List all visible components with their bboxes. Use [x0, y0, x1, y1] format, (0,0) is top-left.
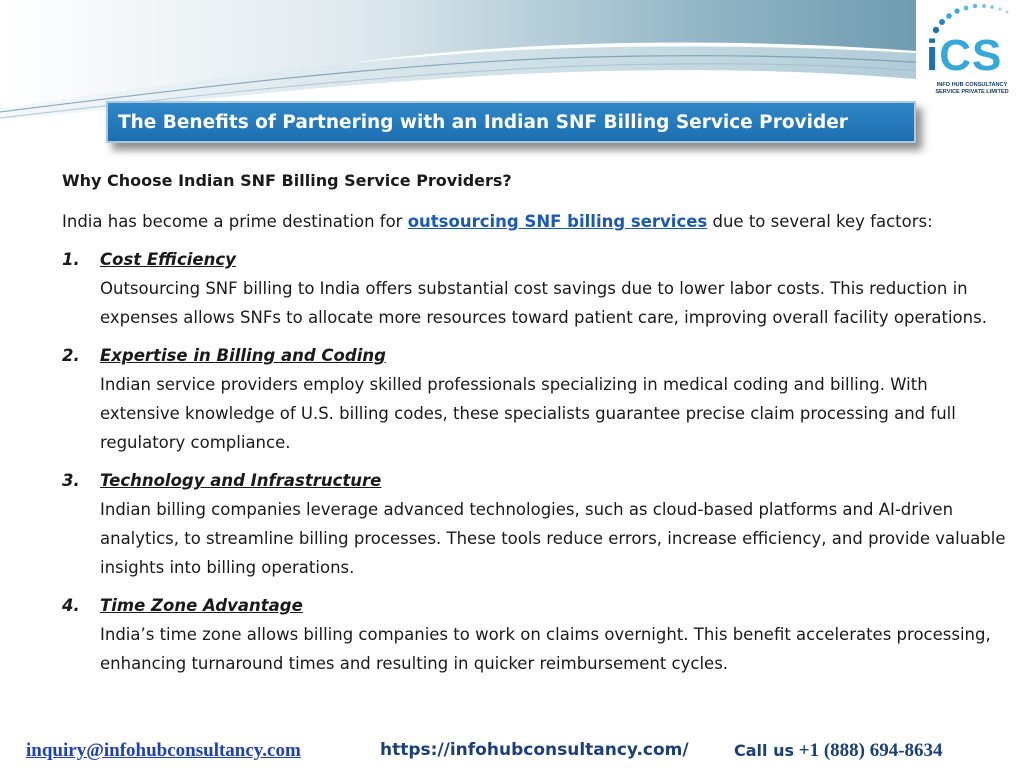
list-item — [62, 466, 1012, 582]
footer-phone-number[interactable]: +1 (888) 694-8634 — [798, 740, 943, 761]
item-body: Outsourcing SNF billing to India offers substantial cost savings due to lower labor costs. This reduction in expenses allows SNFs to allocate more resources toward patient care, improving overall facility operations. — [100, 279, 987, 327]
item-title: Expertise in Billing and Coding — [100, 346, 386, 365]
logo-subtitle — [922, 82, 1022, 96]
footer-website-link[interactable]: https://infohubconsultancy.com/ — [380, 740, 689, 760]
logo-subtitle-line2: SERVICE PRIVATE LIMITED — [935, 89, 1009, 95]
item-number: 3. — [62, 471, 80, 490]
intro-text-after: due to several key factors: — [707, 212, 933, 231]
logo-subtitle-line1: INFO HUB CONSULTANCY — [936, 82, 1008, 88]
footer-email-link[interactable]: inquiry@infohubconsultancy.com — [26, 740, 301, 761]
logo-letter-i: i — [926, 31, 940, 80]
item-body: Indian billing companies leverage advanced technologies, such as cloud-based platforms and AI-driven analytics, to streamline billing processes. These tools reduce errors, increase efficiency, and provide valuable insights into billing operations. — [100, 500, 1006, 577]
intro-paragraph — [62, 207, 1012, 236]
item-title: Time Zone Advantage — [100, 596, 303, 615]
item-body: India’s time zone allows billing companies to work on claims overnight. This benefit accelerates processing, enhancing turnaround times and resulting in quicker reimbursement cycles. — [100, 625, 991, 673]
footer-phone — [734, 740, 943, 762]
item-number: 2. — [62, 346, 80, 365]
list-item — [62, 245, 1012, 332]
logo-wordmark — [926, 31, 1003, 80]
item-number: 4. — [62, 596, 80, 615]
footer — [0, 728, 1024, 768]
outsourcing-link[interactable]: outsourcing SNF billing services — [407, 212, 708, 231]
intro-text-before: India has become a prime destination for — [62, 212, 408, 231]
company-logo — [916, 0, 1024, 106]
list-item — [62, 591, 1012, 678]
footer-call-label: Call us — [734, 741, 794, 760]
item-title: Cost Efficiency — [100, 250, 236, 269]
title-banner — [106, 101, 916, 143]
item-number: 1. — [62, 250, 80, 269]
page-title: The Benefits of Partnering with an Indian SNF Billing Service Provider — [118, 112, 848, 133]
item-title: Technology and Infrastructure — [100, 471, 382, 490]
item-body: Indian service providers employ skilled professionals specializing in medical coding and billing. With extensive knowledge of U.S. billing codes, these specialists guarantee precise claim processing and full regulatory compliance. — [100, 375, 956, 452]
main-content — [62, 166, 1012, 687]
section-subheading: Why Choose Indian SNF Billing Service Providers? — [62, 171, 512, 190]
list-item — [62, 341, 1012, 457]
logo-letters-cs: CS — [939, 31, 1003, 80]
